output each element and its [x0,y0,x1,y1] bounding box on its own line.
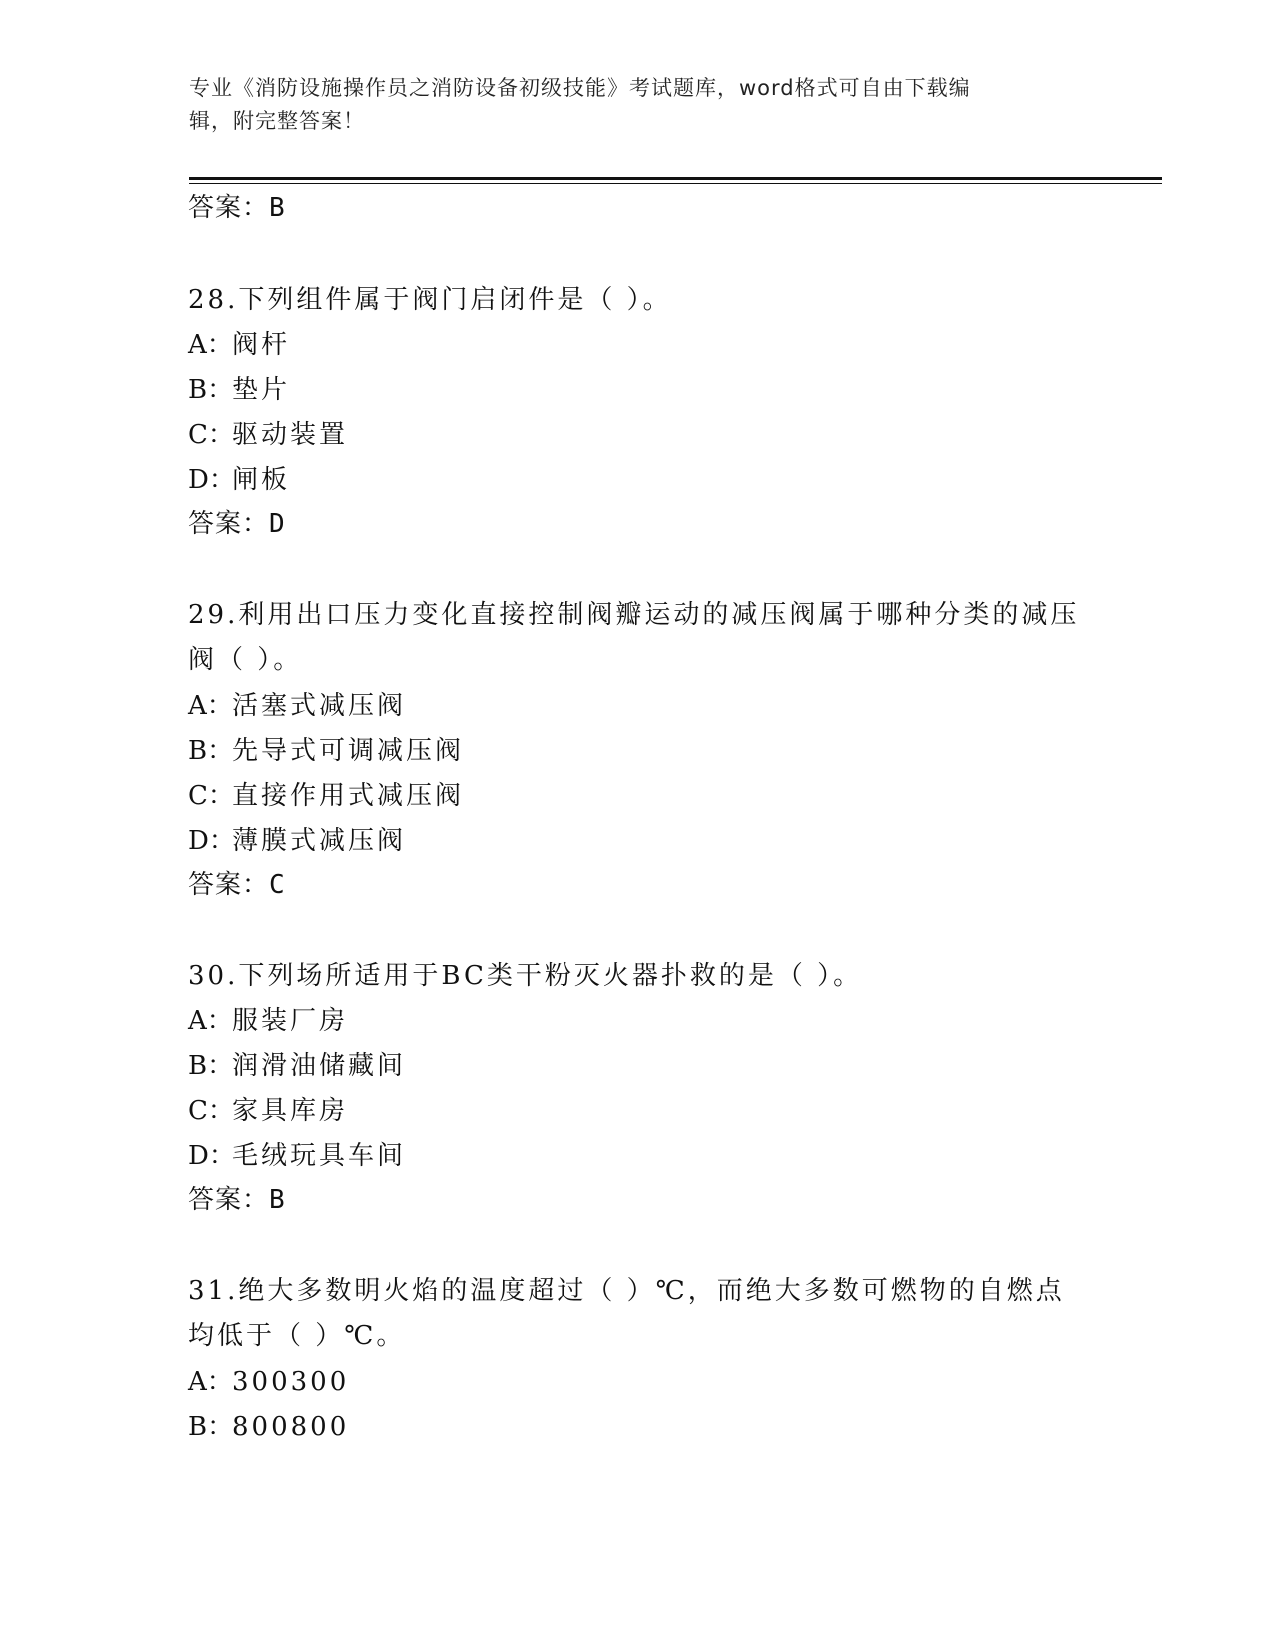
header-divider-thick [189,177,1162,180]
answer-label: 答案： [188,870,270,900]
header-line-1: 专业《消防设施操作员之消防设备初级技能》考试题库，word格式可自由下载编 [189,76,971,100]
option-text: 直接作用式减压阀 [232,781,465,811]
option-text: 驱动装置 [232,420,349,450]
option-b [188,1410,349,1444]
answer-line [188,868,286,902]
option-key: D： [188,826,235,856]
option-key: A： [188,1006,233,1036]
answer-line [188,1183,286,1217]
option-c [188,1094,348,1128]
option-key: C： [188,781,234,811]
question-stem: 28.下列组件属于阀门启闭件是（ ）。 [188,285,672,315]
option-key: B： [188,375,234,405]
option-key: A： [188,1367,233,1397]
question-stem: 31.绝大多数明火焰的温度超过（ ）℃，而绝大多数可燃物的自燃点 [188,1276,1065,1306]
option-key: B： [188,1412,234,1442]
answer-line [188,507,286,541]
option-key: B： [188,736,234,766]
option-a [188,689,406,723]
option-text: 先导式可调减压阀 [232,736,465,766]
document-header [189,72,1069,138]
option-d [188,1139,406,1173]
header-line-2: 辑，附完整答案！ [189,109,365,133]
option-text: 垫片 [232,375,291,405]
option-b [188,373,290,407]
option-text: 润滑油储藏间 [232,1051,407,1081]
question-stem-cont: 阀（ ）。 [188,645,303,675]
option-d [188,463,290,497]
option-text: 家具库房 [232,1096,349,1126]
option-key: C： [188,1096,234,1126]
option-a [188,1365,349,1399]
option-text: 活塞式减压阀 [232,691,407,721]
option-text: 毛绒玩具车间 [232,1141,407,1171]
option-b [188,1049,406,1083]
answer-label: 答案： [188,509,270,539]
option-key: D： [188,465,235,495]
option-text: 闸板 [232,465,291,495]
answer-label: 答案： [188,193,270,223]
answer-label: 答案： [188,1185,270,1215]
option-key: C： [188,420,234,450]
option-key: B： [188,1051,234,1081]
option-c [188,418,348,452]
header-divider-thin [189,183,1162,184]
option-text: 800800 [232,1412,350,1442]
option-b [188,734,464,768]
answer-value: D [269,509,286,539]
option-key: A： [188,691,233,721]
option-text: 服装厂房 [232,1006,349,1036]
answer-line [188,191,286,225]
option-text: 薄膜式减压阀 [232,826,407,856]
question-stem: 30.下列场所适用于BC类干粉灭火器扑救的是（ ）。 [188,961,863,991]
option-c [188,779,464,813]
question-stem-cont: 均低于（ ）℃。 [188,1321,406,1351]
option-text: 阀杆 [232,330,291,360]
question-stem: 29.利用出口压力变化直接控制阀瓣运动的减压阀属于哪种分类的减压 [188,600,1080,630]
option-key: A： [188,330,233,360]
option-d [188,824,406,858]
option-a [188,328,290,362]
answer-value: B [269,193,286,223]
option-text: 300300 [232,1367,350,1397]
option-key: D： [188,1141,235,1171]
option-a [188,1004,348,1038]
answer-value: C [269,870,286,900]
answer-value: B [269,1185,286,1215]
